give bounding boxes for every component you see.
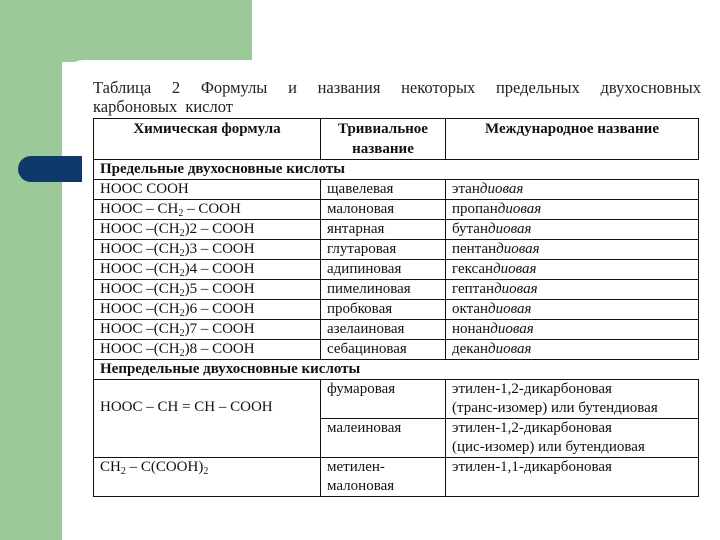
section-title: Непредельные двухосновные кислоты	[94, 360, 699, 380]
table-header-row	[94, 119, 699, 160]
international-name-cell: нонандиовая	[446, 320, 699, 340]
table-row	[94, 280, 699, 300]
table-caption: Таблица 2 Формулы и названия некоторых предельных двухосновных карбоновых кислот	[93, 78, 701, 116]
table-row	[94, 220, 699, 240]
table-row	[94, 200, 699, 220]
trivial-name-cell: щавелевая	[321, 180, 446, 200]
table-row	[94, 380, 699, 419]
formula-cell: HOOC $-(CH_2)8$ – COOH	[94, 340, 321, 360]
table-row	[94, 240, 699, 260]
trivial-name-cell: метилен-малоновая	[321, 458, 446, 497]
trivial-name-cell: пробковая	[321, 300, 446, 320]
decor-green-left	[0, 0, 62, 540]
formula-cell: HOOC – CH = CH – COOH	[94, 380, 321, 458]
header-international: Международное название	[446, 119, 699, 160]
trivial-name-cell: янтарная	[321, 220, 446, 240]
table-row	[94, 340, 699, 360]
trivial-name-cell: пимелиновая	[321, 280, 446, 300]
formula-cell: HOOC $-(CH_2)6$ – COOH	[94, 300, 321, 320]
formula-cell: HOOC COOH	[94, 180, 321, 200]
decor-navy-pill	[18, 156, 82, 182]
trivial-name-cell: глутаровая	[321, 240, 446, 260]
header-trivial: Тривиальное название	[321, 119, 446, 160]
trivial-name-cell: малоновая	[321, 200, 446, 220]
trivial-name-cell: азелаиновая	[321, 320, 446, 340]
international-name-cell: бутандиовая	[446, 220, 699, 240]
trivial-name-cell: фумаровая	[321, 380, 446, 419]
formula-cell: HOOC $-(CH_2)3$ – COOH	[94, 240, 321, 260]
section-unsaturated	[94, 360, 699, 380]
trivial-name-cell: адипиновая	[321, 260, 446, 280]
international-name-cell: декандиовая	[446, 340, 699, 360]
trivial-name-cell: себациновая	[321, 340, 446, 360]
international-name-cell: этилен-1,2-дикарбоновая (цис-изомер) или бутендиовая	[446, 419, 699, 458]
international-name-cell: октандиовая	[446, 300, 699, 320]
acids-table	[93, 118, 699, 497]
international-name-cell: этандиовая	[446, 180, 699, 200]
international-name-cell: гептандиовая	[446, 280, 699, 300]
international-name-cell: этилен-1,1-дикарбоновая	[446, 458, 699, 497]
table-row	[94, 458, 699, 497]
formula-cell: HOOC – $CH_2$ – COOH	[94, 200, 321, 220]
section-title: Предельные двухосновные кислоты	[94, 160, 699, 180]
table-row	[94, 260, 699, 280]
table-row	[94, 180, 699, 200]
international-name-cell: пропандиовая	[446, 200, 699, 220]
formula-cell: HOOC $-(CH_2)7$ – COOH	[94, 320, 321, 340]
international-name-cell: гександиовая	[446, 260, 699, 280]
formula-cell: HOOC $-(CH_2)2$ – COOH	[94, 220, 321, 240]
table-row	[94, 320, 699, 340]
formula-cell: $CH_2$ – $C(COOH)_2$	[94, 458, 321, 497]
table-row	[94, 300, 699, 320]
international-name-cell: этилен-1,2-дикарбоновая (транс-изомер) или бутендиовая	[446, 380, 699, 419]
formula-cell: HOOC $-(CH_2)4$ – COOH	[94, 260, 321, 280]
formula-cell: HOOC $-(CH_2)5$ – COOH	[94, 280, 321, 300]
section-saturated	[94, 160, 699, 180]
international-name-cell: пентандиовая	[446, 240, 699, 260]
header-formula: Химическая формула	[94, 119, 321, 160]
trivial-name-cell: малеиновая	[321, 419, 446, 458]
